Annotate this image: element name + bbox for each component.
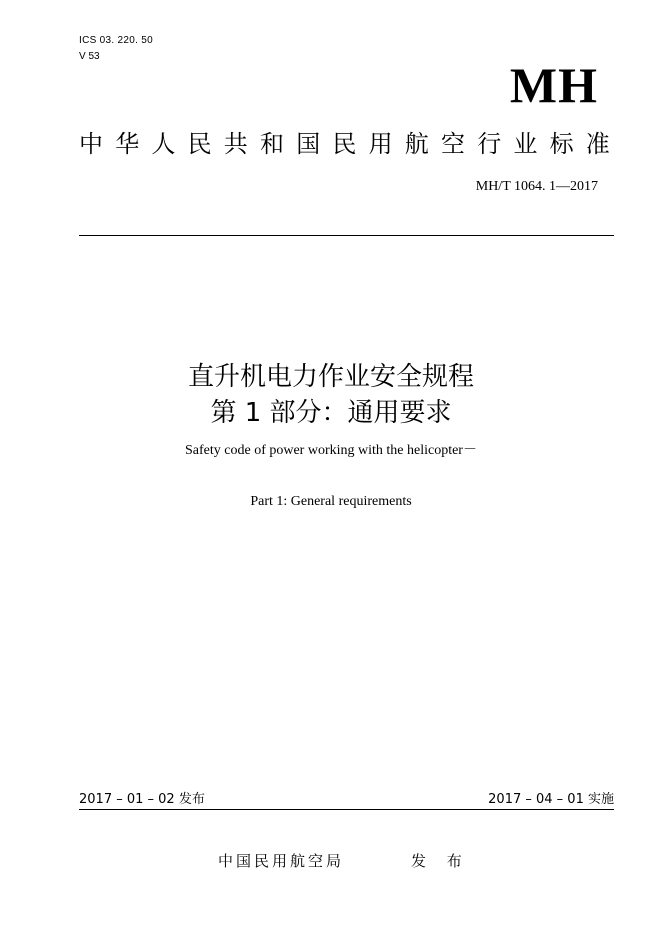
chinese-title-line-1: 直升机电力作业安全规程	[187, 362, 474, 392]
ics-code: ICS 03. 220. 50	[79, 35, 153, 46]
english-title-line-2: Part 1: General requirements	[250, 494, 412, 509]
classification-code: V 53	[79, 51, 100, 62]
top-divider	[79, 235, 614, 236]
issue-label: 发 布	[411, 852, 470, 870]
standard-number: MH/T 1064. 1—2017	[475, 179, 598, 194]
effective-date: 2017 – 04 – 01 实施	[488, 792, 614, 807]
english-title-line-1: Safety code of power working with the helicopter－	[185, 443, 477, 458]
issue-date: 2017 – 01 – 02 发布	[79, 792, 205, 807]
issuing-authority: 中国民用航空局	[218, 852, 345, 870]
bottom-divider	[79, 809, 614, 810]
mh-logo: MH	[509, 57, 598, 113]
standard-category-title: 中华人民共和国民用航空行业标准	[79, 130, 622, 158]
chinese-title-line-2: 第 1 部分：通用要求	[210, 398, 452, 428]
